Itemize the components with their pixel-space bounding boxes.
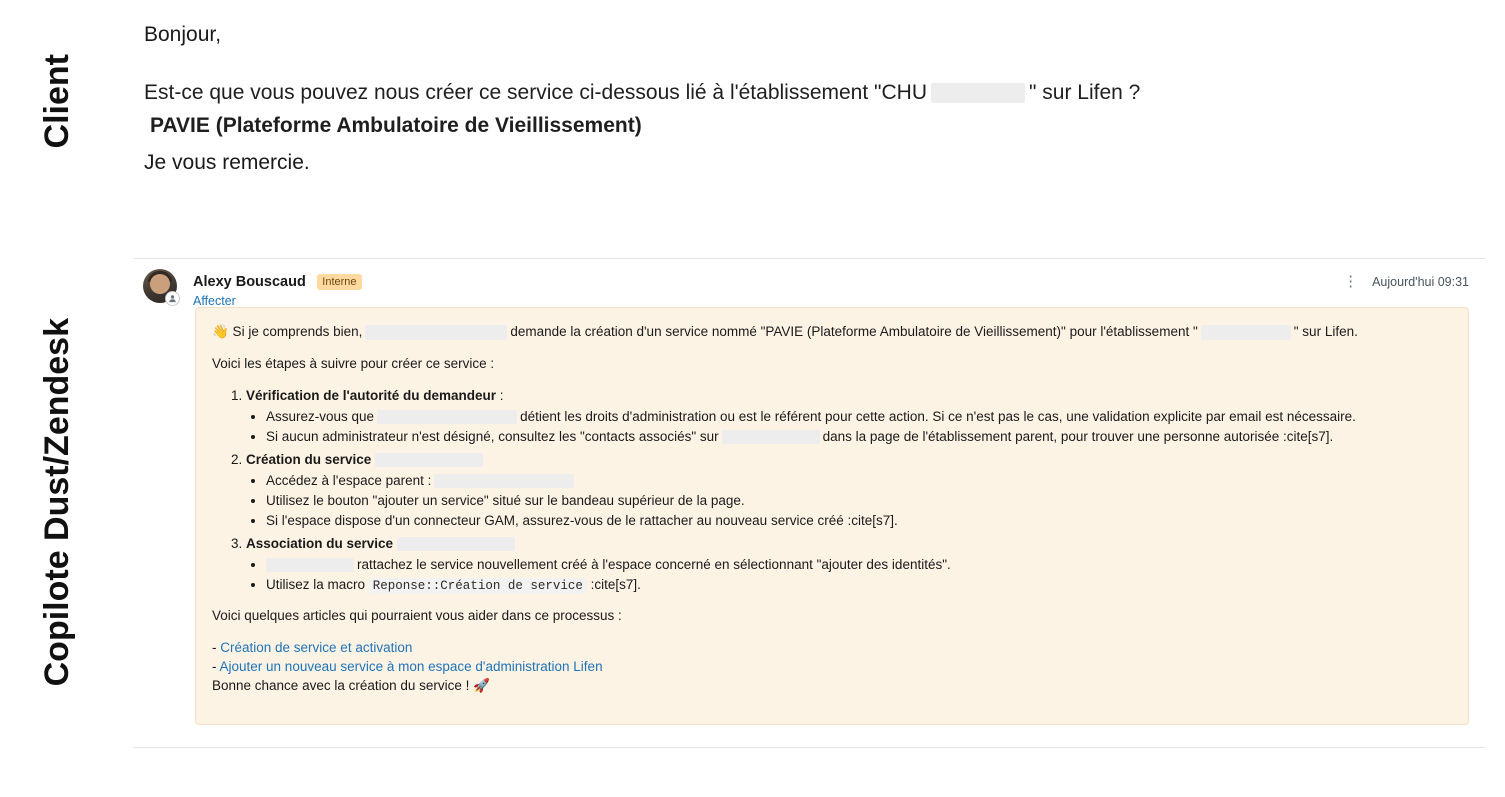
note-step-1-bullets — [246, 407, 1452, 446]
article-line — [212, 638, 1452, 657]
rail-label-copilot: Copilote Dust/Zendesk — [38, 318, 76, 687]
client-greeting: Bonjour, — [144, 23, 222, 46]
note-steps-intro: Voici les étapes à suivre pour créer ce service : — [212, 356, 495, 371]
list-item — [266, 471, 1452, 490]
redacted-requester — [365, 325, 507, 340]
bullet-suffix: rattachez le service nouvellement créé à l'espace concerné en sélectionnant "ajouter des identités". — [357, 557, 951, 572]
client-request-part2: " sur Lifen ? — [1028, 81, 1141, 104]
list-item — [266, 575, 1452, 596]
article-dash: - — [212, 640, 221, 655]
note-intro-suffix: " sur Lifen. — [1293, 324, 1358, 339]
macro-name: Reponse::Création de service — [369, 578, 587, 594]
client-message-block — [144, 20, 1484, 178]
note-step-2-bullets — [246, 471, 1452, 530]
rail-label-client: Client — [38, 54, 76, 149]
article-dash: - — [212, 659, 220, 674]
note-step-2 — [246, 450, 1452, 530]
note-step-3 — [246, 534, 1452, 596]
comment-author-name: Alexy Bouscaud — [193, 273, 306, 290]
note-intro-prefix: 👋 Si je comprends bien, — [212, 324, 363, 339]
note-step-1-title-suffix: : — [496, 388, 504, 403]
note-intro-middle: demande la création d'un service nommé "PAVIE (Plateforme Ambulatoire de Vieillissement)" pour l'établissement " — [510, 324, 1198, 339]
note-step-3-title: Association du service — [246, 536, 394, 551]
redacted-action-lead — [266, 558, 354, 572]
client-service-name: PAVIE (Plateforme Ambulatoire de Vieillissement) — [150, 114, 642, 137]
note-steps-list — [212, 386, 1452, 596]
comment-timestamp: Aujourd'hui 09:31 — [1372, 275, 1469, 289]
list-item — [266, 407, 1452, 426]
client-thanks: Je vous remercie. — [144, 151, 310, 174]
redacted-step-title-2 — [375, 453, 483, 467]
bullet-prefix: Utilisez la macro — [266, 577, 366, 592]
ticket-comment-card — [133, 258, 1485, 748]
internal-note-body — [195, 307, 1469, 725]
note-step-1 — [246, 386, 1452, 446]
redacted-tool — [722, 430, 820, 444]
bullet-prefix: Accédez à l'espace parent : — [266, 473, 432, 488]
redacted-establishment — [1201, 325, 1291, 340]
client-request-part1: Est-ce que vous pouvez nous créer ce service ci-dessous lié à l'établissement "CHU — [144, 81, 927, 104]
list-item: • Utilisez le bouton "ajouter un service" situé sur le bandeau supérieur de la page. — [266, 491, 1452, 510]
redacted-person — [377, 410, 517, 424]
note-closing: Bonne chance avec la création du service ! 🚀 — [212, 678, 490, 693]
list-item — [266, 555, 1452, 574]
note-step-3-bullets — [246, 555, 1452, 596]
bullet-suffix: :cite[s7]. — [590, 577, 641, 592]
redacted-establishment-name — [931, 83, 1025, 103]
list-item: • Si l'espace dispose d'un connecteur GAM, assurez-vous de le rattacher au nouveau service créé :cite[s7]. — [266, 511, 1452, 530]
note-articles-intro: Voici quelques articles qui pourraient vous aider dans ce processus : — [212, 608, 622, 623]
article-line — [212, 657, 1452, 676]
bullet-suffix: dans la page de l'établissement parent, pour trouver une personne autorisée :cite[s7]. — [822, 429, 1334, 444]
article-link-1[interactable]: Création de service et activation — [220, 640, 413, 655]
comment-visibility-badge: Interne — [317, 274, 361, 290]
user-status-icon — [165, 291, 180, 306]
comment-meta — [1343, 275, 1469, 289]
ticket-comment-header — [133, 259, 1485, 308]
redacted-step-title-3 — [397, 537, 515, 551]
note-step-2-title: Création du service — [246, 452, 372, 467]
more-options-icon[interactable]: ⋮ — [1343, 273, 1359, 290]
note-intro — [212, 322, 1452, 341]
client-request — [144, 76, 1484, 142]
bullet-suffix: détient les droits d'administration ou est le référent pour cette action. Si ce n'est pas le cas, une validation explicite par email est nécessaire. — [520, 409, 1356, 424]
assign-link[interactable]: Affecter — [193, 294, 236, 308]
bullet-prefix: Si aucun administrateur n'est désigné, consultez les "contacts associés" sur — [266, 429, 719, 444]
article-link-2[interactable]: Ajouter un nouveau service à mon espace d'administration Lifen — [219, 659, 603, 674]
bullet-prefix: Assurez-vous que — [266, 409, 375, 424]
note-step-1-title: Vérification de l'autorité du demandeur — [246, 388, 497, 403]
redacted-parent-space — [434, 474, 574, 488]
list-item — [266, 427, 1452, 446]
